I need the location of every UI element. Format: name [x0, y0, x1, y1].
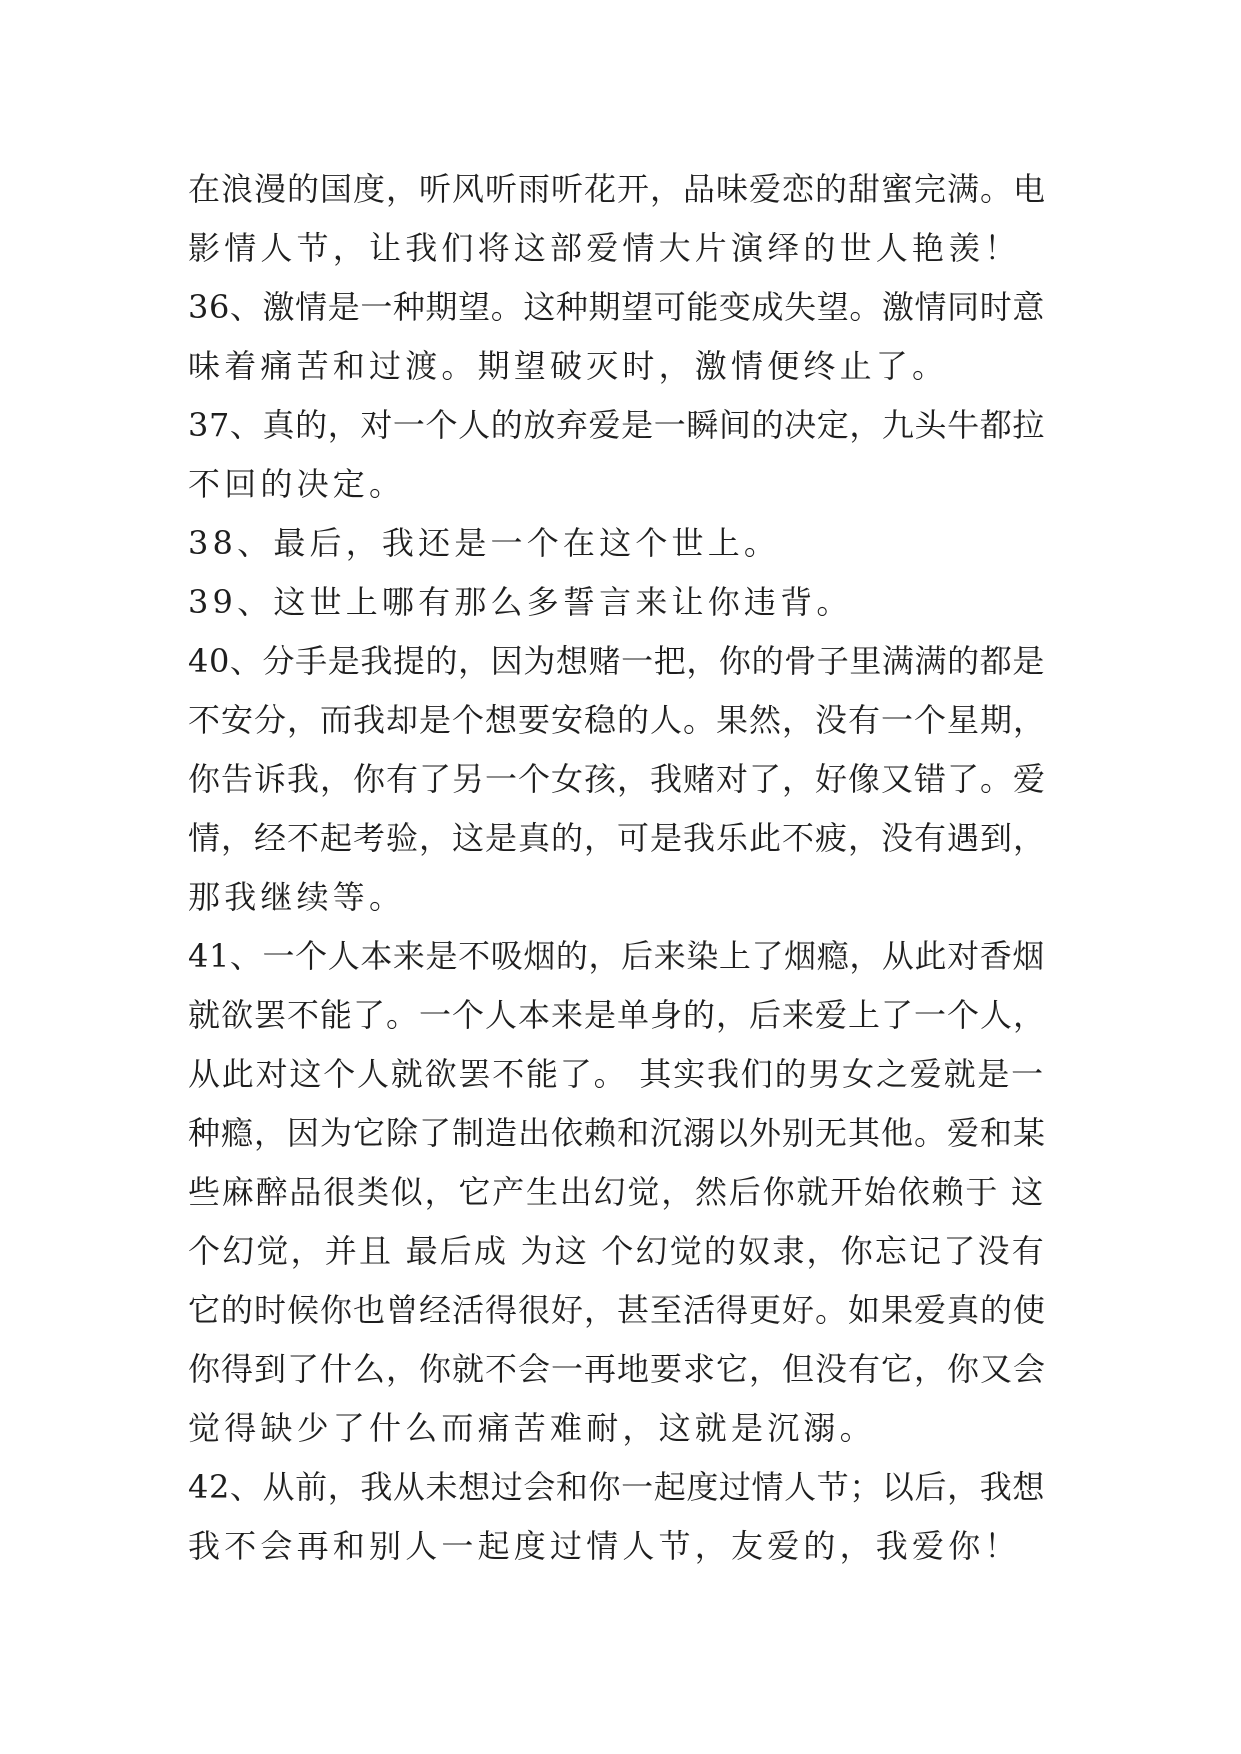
text-line: 那我继续等。 — [188, 878, 406, 916]
text-line: 个幻觉，并且 最后成 为这 个幻觉的奴隶，你忘记了没有 — [188, 1232, 1046, 1270]
text-line: 不回的决定。 — [188, 465, 406, 503]
paragraph — [188, 632, 1051, 927]
paragraph — [188, 1458, 1051, 1576]
text-line: 39、这世上哪有那么多誓言来让你违背。 — [188, 583, 853, 621]
paragraph — [188, 396, 1051, 514]
text-line: 影情人节，让我们将这部爱情大片演绎的世人艳羡！ — [188, 229, 1021, 267]
paragraph — [188, 927, 1051, 1458]
text-line: 些麻醉品很类似，它产生出幻觉，然后你就开始依赖于 这 — [188, 1173, 1045, 1211]
text-line: 41、一个人本来是不吸烟的，后来染上了烟瘾，从此对香烟 — [188, 937, 1045, 975]
text-line: 38、最后，我还是一个在这个世上。 — [188, 524, 781, 562]
paragraph — [188, 573, 1051, 632]
text-line: 37、真的，对一个人的放弃爱是一瞬间的决定，九头牛都拉 — [188, 406, 1045, 444]
text-line: 不安分，而我却是个想要安稳的人。果然，没有一个星期， — [188, 701, 1047, 739]
text-line: 就欲罢不能了。一个人本来是单身的，后来爱上了一个人， — [188, 996, 1047, 1034]
text-line: 从此对这个人就欲罢不能了。 其实我们的男女之爱就是一 — [188, 1055, 1045, 1093]
paragraph — [188, 160, 1051, 278]
text-line: 你告诉我，你有了另一个女孩，我赌对了，好像又错了。爱 — [188, 760, 1047, 798]
text-line: 我不会再和别人一起度过情人节，友爱的，我爱你！ — [188, 1527, 1021, 1565]
text-line: 42、从前，我从未想过会和你一起度过情人节；以后，我想 — [188, 1468, 1045, 1506]
text-line: 味着痛苦和过渡。期望破灭时，激情便终止了。 — [188, 347, 949, 385]
text-line: 情，经不起考验，这是真的，可是我乐此不疲，没有遇到， — [188, 819, 1047, 857]
text-line: 你得到了什么，你就不会一再地要求它，但没有它，你又会 — [188, 1350, 1047, 1388]
text-line: 40、分手是我提的，因为想赌一把，你的骨子里满满的都是 — [188, 642, 1045, 680]
text-line: 种瘾，因为它除了制造出依赖和沉溺以外别无其他。爱和某 — [188, 1114, 1047, 1152]
paragraph — [188, 278, 1051, 396]
text-line: 它的时候你也曾经活得很好，甚至活得更好。如果爱真的使 — [188, 1291, 1047, 1329]
text-line: 觉得缺少了什么而痛苦难耐，这就是沉溺。 — [188, 1409, 876, 1447]
text-line: 在浪漫的国度，听风听雨听花开，品味爱恋的甜蜜完满。电 — [188, 170, 1047, 208]
paragraph — [188, 514, 1051, 573]
text-line: 36、激情是一种期望。这种期望可能变成失望。激情同时意 — [188, 288, 1045, 326]
